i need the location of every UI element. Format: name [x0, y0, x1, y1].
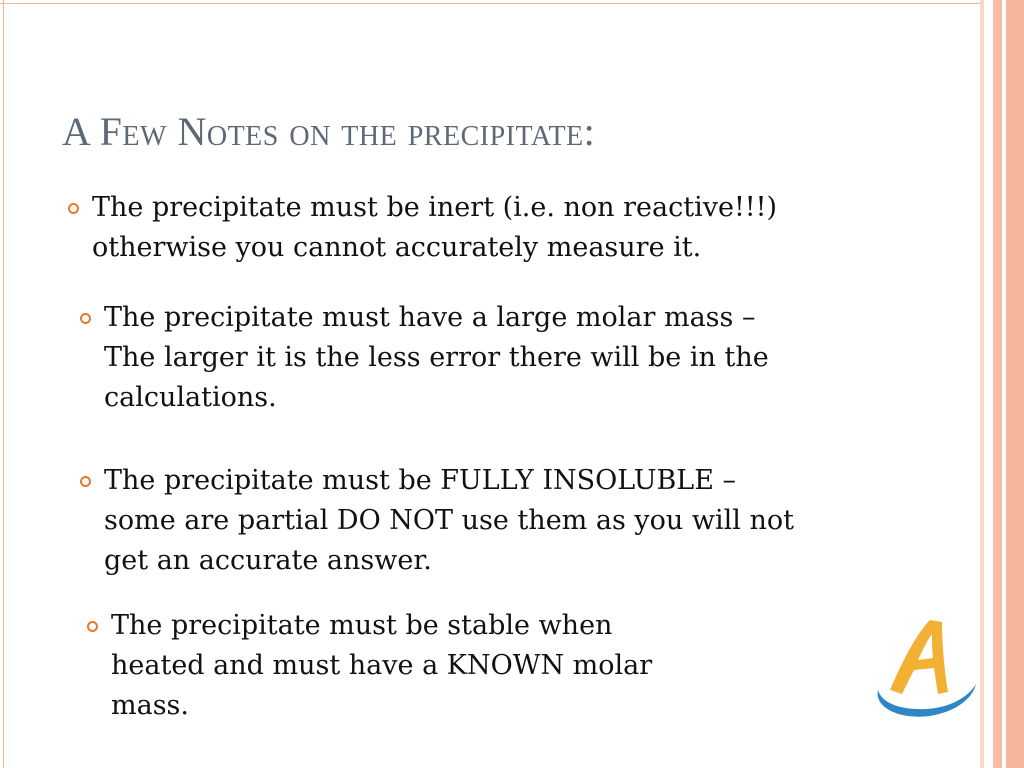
bullet-item	[104, 298, 894, 418]
bullet-item	[111, 606, 771, 726]
stripe	[984, 0, 993, 768]
bullet-line: The precipitate must be inert (i.e. non reactive!!!)	[92, 192, 778, 223]
logo-letter-a-shape	[890, 620, 948, 694]
decorative-side-stripes	[980, 0, 1024, 768]
bullet-circle-icon	[80, 476, 91, 487]
slide-title: A Few Notes on the precipitate:	[62, 109, 596, 154]
bullet-line: The precipitate must be FULLY INSOLUBLE –	[104, 465, 737, 496]
bullet-line: some are partial DO NOT use them as you will not	[104, 505, 794, 536]
bullet-circle-icon	[80, 313, 91, 324]
bullet-line: calculations.	[104, 382, 277, 413]
stripe	[1006, 0, 1024, 768]
bullet-line: get an accurate answer.	[104, 545, 432, 576]
bullet-line: otherwise you cannot accurately measure it.	[92, 232, 702, 263]
bullet-line: heated and must have a KNOWN molar	[111, 650, 653, 681]
bullet-circle-icon	[87, 621, 98, 632]
bullet-circle-icon	[68, 203, 79, 214]
bullet-line: The precipitate must be stable when	[111, 610, 613, 641]
bullet-line: The precipitate must have a large molar mass –	[104, 302, 756, 333]
stripe	[993, 0, 1002, 768]
a-logo-icon	[868, 612, 983, 722]
slide-frame-top	[0, 3, 981, 4]
bullet-item	[92, 188, 892, 268]
bullet-line: The larger it is the less error there will be in the	[104, 342, 769, 373]
bullet-item	[104, 461, 924, 581]
slide-frame-left	[3, 0, 4, 768]
bullet-line: mass.	[111, 690, 189, 721]
